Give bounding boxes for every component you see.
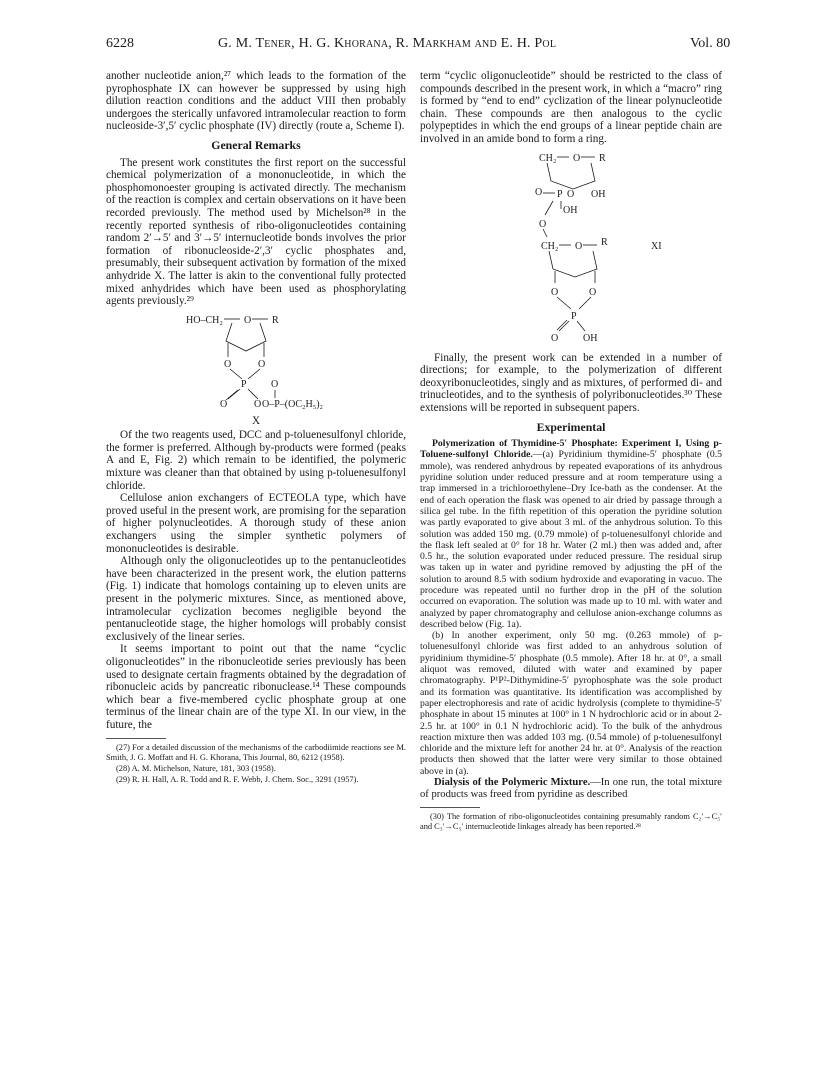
struct-label: O–P–(OC₂H₅)₂ <box>262 398 324 410</box>
struct-label: O <box>535 186 543 198</box>
footnote: (27) For a detailed discussion of the mechanisms of the carbodiimide reactions see M. Smith, J. G. Moffatt and H. G. Khorana, This Journal, 80, 6212 (1958). <box>106 742 406 762</box>
paragraph: another nucleotide anion,²⁷ which leads to the formation of the pyrophosphate IX can however be suppressed by using high dilution reaction conditions and the adduct VIII then probably undergoes the sterically unfavored intramolecular reaction to form nucleoside-3′,5′ cyclic phosphate (IV) directly (route a, Scheme I). <box>106 70 406 133</box>
struct-label: R <box>599 152 606 164</box>
struct-label: OH <box>583 332 598 344</box>
running-head-authors: G. M. Tener, H. G. Khorana, R. Markham and E. H. Pol <box>218 36 557 51</box>
page-number: 6228 <box>106 36 134 51</box>
right-column <box>420 70 722 833</box>
struct-label: O <box>589 286 597 298</box>
struct-label: OH <box>563 204 578 216</box>
footnotes-left <box>106 743 406 786</box>
struct-label: O <box>575 240 583 252</box>
struct-label: O <box>258 358 266 370</box>
section-heading: General Remarks <box>211 137 301 152</box>
footnote: (29) R. H. Hall, A. R. Todd and R. F. Webb, J. Chem. Soc., 3291 (1957). <box>116 775 359 785</box>
paragraph: Cellulose anion exchangers of ECTEOLA type, which have proved useful in the present work, are promising for the separation of higher polynucleotides. A thorough study of these anion exchangers using the simpler synthetic polymers of mononucleotides is desirable. <box>106 492 406 555</box>
struct-label: O <box>254 398 262 410</box>
paragraph: term “cyclic oligonucleotide” should be restricted to the class of compounds described in the present work, in which a “macro” ring is formed by “end to end” cyclization of the linear polynucleotide chain. These compounds are then analogous to the cyclic polypeptides in which the end groups of a linear peptide chain are involved in an amide bond to form a ring. <box>420 70 722 145</box>
struct-label: O <box>271 378 279 390</box>
section-heading: Experimental <box>536 419 606 434</box>
struct-label: R <box>272 314 279 326</box>
struct-label: OH <box>591 188 606 200</box>
paragraph: The present work constitutes the first report on the successful chemical polymerization of a mononucleotide, in which the phosphomonoester grouping is activated directly. The mechanism of the reaction is complex and certain observations on it have been recorded previously. The method used by Michelson²⁸ in the recently reported synthesis of ribo-oligonucleotides containing random 2′→5′ and 3′→5′ internucleotide bonds involves the prior formation of ribonucleoside-2′,3′ cyclic phosphates and, presumably, their subsequent activation by formation of the mixed anhydride X. The latter is akin to the conventional fully protected mixed anhydrides which have been used as phosphorylating agents previously.²⁹ <box>106 156 406 308</box>
paragraph: Of the two reagents used, DCC and p-toluenesulfonyl chloride, the former is preferred. Although by-products were formed (peaks A and E, Fig. 2) which remain to be identified, the polymeric mixture was cleaner than that obtained by using p-toluenesulfonyl chloride. <box>106 429 406 492</box>
struct-label: CH₂ <box>541 240 559 252</box>
paragraph: —In one run, the total mixture of products was freed from pyridine as described <box>420 777 722 801</box>
footnotes-right <box>420 812 722 832</box>
struct-label: P <box>571 310 577 322</box>
paragraph: —(a) Pyridinium thymidine-5′ phosphate (0.5 mmole), was rendered anhydrous by repeated evaporations of its anhydrous pyridine solution under reduced pressure and at room temperature using a trap immersed in a trichloroethylene–Dry Ice-bath as the condenser. At the end of each operation the flask was opened to air dried by passage through a silica gel tube. In the fifth repetition of this operation the pyridine solution was partly evaporated to give about 3 ml. of the anhydrous solution. To this solution was added 150 mg. (0.79 mmole) of p-toluenesulfonyl chloride and the flask left sealed at 0° for 18 hr. Water (2 ml.) then was added and, after 0.5 hr., the solution evaporated under reduced pressure. The residual sirup was taken up in water and pyridine removed by adjusting the pH of the solution to around 8.5 with sodium hydroxide and evaporating in vacuo. The procedure was repeated until no further drop in the pH of the solution occurred on evaporation. The solution was made up to 10 ml. with water and analyzed by paper chromatography and cellulose anion-exchange columns as described below (Fig. 1a). <box>420 449 722 630</box>
struct-label: CH₂ <box>539 152 557 164</box>
paragraph: It seems important to point out that the name “cyclic oligonucleotides” in the ribonucleotide series previously has been used to designate certain fragments obtained by the degradation of ribonucleic acids by pancreatic ribonuclease.¹⁴ These compounds which bear a five-membered cyclic phosphate group at one terminus of the linear chain are of the type XI. In our view, in the future, the <box>106 643 406 731</box>
struct-label: O <box>224 358 232 370</box>
volume-label: Vol. 80 <box>690 36 731 51</box>
paragraph: (b) In another experiment, only 50 mg. (0.263 mmole) of p-toluenesulfonyl chloride was first added to an anhydrous solution of pyridinium thymidine-5′ phosphate (0.5 mmole). After 18 hr. at 0°, a small aliquot was removed, diluted with water and examined by paper chromatography. P¹P²-Dithymidine-5′ pyrophosphate was the sole product and its formation was quantitative. Its identification was accomplished by paper electrophoresis and rate of acidic hydrolysis (complete to thymidine-5′ phosphate in about 15 minutes at 100° in 1 N hydrochloric acid or in about 2-2.5 hr. at 100° in 0.1 N hydrochloric acid). To the bulk of the anhydrous reaction mixture then was added 103 mg. (0.54 mmole) of p-toluenesulfonyl chloride and the mixture left for another 24 hr. at 0°. Analysis of the reaction products then showed that the latter were very similar to those obtained above in (a). <box>420 630 722 777</box>
struct-label: O <box>551 286 559 298</box>
struct-label: O <box>551 332 559 344</box>
struct-label: O <box>567 188 575 200</box>
struct-label: P <box>241 378 247 390</box>
structure-label-xi: XI <box>651 240 662 252</box>
structure-label-x: X <box>251 414 261 427</box>
footnote-rule <box>106 738 166 739</box>
struct-label: HO–CH₂ <box>186 314 223 326</box>
experimental-text <box>420 438 722 777</box>
subsection-title: Polymerization of Thymidine-5′ Phosphate: Experiment I, Using p-Toluene-sulfonyl Chloride. <box>420 438 722 461</box>
structure-xi-diagram <box>451 149 691 349</box>
paragraph: Although only the oligonucleotides up to the pentanucleotides have been characterized in the present work, the elution patterns (Fig. 1) indicate that homologs containing up to eleven units are present in the polymeric mixtures. Since, as mentioned above, intramolecular cyclization becomes negligible beyond the pentanucleotide stage, the higher homologs will probably consist exclusively of the linear series. <box>106 555 406 643</box>
paragraph: Finally, the present work can be extended in a number of directions; for example, to the polymerization of different deoxyribonucleotides, singly and as mixtures, of performed di- and trinucleotides, and to the synthesis of polyribonucleotides.³⁰ These extensions will be reported in subsequent papers. <box>420 351 722 414</box>
struct-label: O <box>573 152 581 164</box>
struct-label: R <box>601 236 608 248</box>
footnote-rule <box>420 807 480 808</box>
left-column <box>106 70 406 786</box>
footnote: (30) The formation of ribo-oligonucleotides containing presumably random C₂′→C₅′ and C₃′→C₅′ internucleotide linkages already has been reported.²⁸ <box>420 812 722 832</box>
struct-label: P <box>557 188 563 200</box>
struct-label: O <box>244 314 252 326</box>
struct-label: O <box>539 218 547 230</box>
footnote: (28) A. M. Michelson, Nature, 181, 303 (1958). <box>116 763 276 773</box>
struct-label: O <box>220 398 228 410</box>
subsection-title: Dialysis of the Polymeric Mixture. <box>434 777 591 789</box>
structure-x-diagram <box>146 311 366 415</box>
